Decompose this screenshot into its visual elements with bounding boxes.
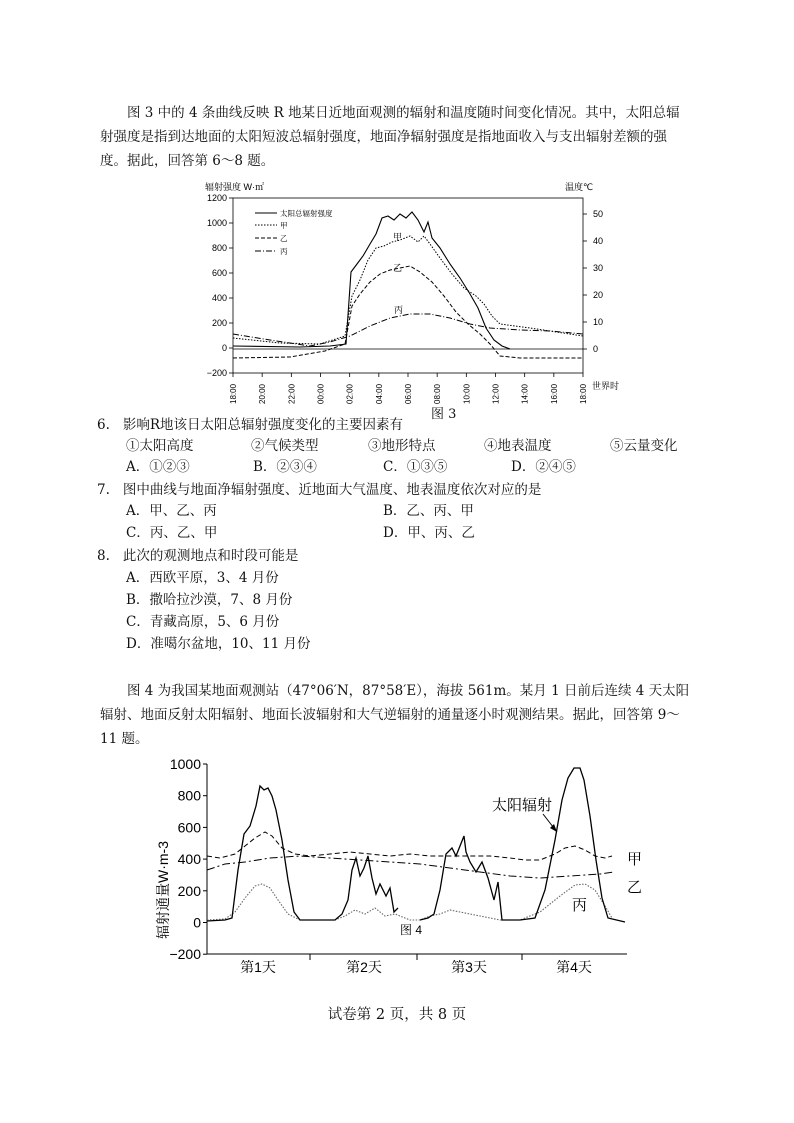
fig4-y-tick-label: 400 <box>177 851 201 868</box>
q8-option-d: D．准噶尔盆地，10、11 月份 <box>126 636 311 652</box>
fig4-annotation-jia: 甲 <box>627 851 643 868</box>
q6-option-d: D．②④⑤ <box>511 459 576 475</box>
q7-option-b: B．乙、丙、甲 <box>383 503 474 519</box>
fig3-x-unit: 世界时 <box>592 381 620 391</box>
fig3-curve-bing <box>233 314 583 346</box>
fig4-y-tick-label: −200 <box>169 946 201 963</box>
fig3-curve-yi <box>233 266 583 358</box>
fig3-y2-tick-label: 40 <box>593 236 604 246</box>
fig3-x-ticks <box>229 373 588 404</box>
fig4-y-tick-label: 600 <box>177 819 201 836</box>
fig3-legend-jia: 甲 <box>280 221 288 230</box>
q7-option-a: A．甲、乙、丙 <box>126 503 217 519</box>
fig4-x-label-day3: 第3天 <box>451 959 487 975</box>
q6-option-b: B．②③④ <box>253 459 317 475</box>
question-8-number: 8. <box>97 548 110 564</box>
fig4-y-tick-label: 0 <box>193 914 201 931</box>
page-footer: 试卷第 2 页，共 8 页 <box>327 1007 467 1023</box>
fig4-annotation-solar: 太阳辐射 <box>492 797 553 814</box>
fig3-x-tick-label: 10:00 <box>462 383 472 404</box>
fig3-y2-tick-label: 0 <box>593 344 599 354</box>
fig4-y-tick-label: 1000 <box>169 756 201 772</box>
fig3-x-tick-label: 08:00 <box>433 383 443 404</box>
fig4-x-label-day4: 第4天 <box>556 959 592 975</box>
fig4-y-axis-title: 辐射通量W·m-3 <box>155 841 171 939</box>
q6-option-c: C．①③⑤ <box>383 459 448 475</box>
fig3-legend <box>255 208 333 256</box>
fig3-y2-ticks <box>583 209 603 354</box>
fig3-right-axis-title: 温度℃ <box>565 182 594 192</box>
fig3-y-tick-label: 400 <box>211 293 227 303</box>
fig4-caption: 图 4 <box>400 923 423 937</box>
fig3-x-tick-label: 12:00 <box>491 383 501 404</box>
fig3-x-tick-label: 18:00 <box>579 383 588 404</box>
fig3-x-tick-label: 14:00 <box>520 383 530 404</box>
q8-option-c: C．青藏高原，5、6 月份 <box>126 614 280 630</box>
fig3-y2-tick-label: 30 <box>593 263 604 273</box>
question-6-text: 影响R地该日太阳总辐射强度变化的主要因素有 <box>122 417 404 433</box>
q6-choice-3: ③地形特点 <box>368 438 436 454</box>
fig3-label-yi: 乙 <box>393 263 403 273</box>
fig3-y-tick-label: −200 <box>206 368 227 378</box>
figure-3-caption: 图 3 <box>431 407 457 422</box>
fig4-y-tick-label: 200 <box>177 882 201 899</box>
q8-option-b: B．撒哈拉沙漠，7、8 月份 <box>126 592 293 608</box>
fig3-curve-solar <box>233 212 510 349</box>
fig4-annotation-bing: 丙 <box>572 897 588 914</box>
fig3-y-tick-label: 600 <box>211 268 227 278</box>
fig4-annotation-yi: 乙 <box>627 879 643 896</box>
q6-choice-5: ⑤云量变化 <box>610 438 678 454</box>
fig3-label-bing: 丙 <box>394 305 404 315</box>
fig3-left-axis-title: 辐射强度 W·㎡ <box>205 182 264 192</box>
fig3-x-tick-label: 20:00 <box>258 383 268 404</box>
fig3-y2-tick-label: 50 <box>593 209 604 219</box>
q6-choice-2: ②气候类型 <box>251 438 319 454</box>
question-6 <box>97 415 403 435</box>
fig4-x-label-day2: 第2天 <box>346 959 382 975</box>
fig3-y-ticks <box>207 193 233 378</box>
intro-paragraph-2: 图 4 为我国某地面观测站（47°06′N，87°58′E），海拔 561m。某月 1 日前后连续 4 天太阳辐射、地面反射太阳辐射、地面长波辐射和大气逆辐射的通量逐小时观测结果。据此，回答第 9～11 题。 <box>100 683 690 747</box>
intro-paragraph-1: 图 3 中的 4 条曲线反映 R 地某日近地面观测的辐射和温度随时间变化情况。其中，太阳总辐射强度是指到达地面的太阳短波总辐射强度，地面净辐射强度是指地面收入与支出辐射差额的强度。据此，回答第 6～8 题。 <box>100 105 680 169</box>
question-7-number: 7. <box>97 482 110 498</box>
fig3-x-tick-label: 00:00 <box>316 383 326 404</box>
q6-choice-1: ①太阳高度 <box>126 438 194 454</box>
question-8-text: 此次的观测地点和时段可能是 <box>122 548 299 564</box>
question-8 <box>97 546 298 566</box>
fig3-label-jia: 甲 <box>393 232 403 242</box>
fig3-x-tick-label: 02:00 <box>345 383 355 404</box>
figure-3-chart <box>0 176 794 416</box>
fig4-curve-solar-day3 <box>420 768 625 922</box>
fig3-y2-tick-label: 20 <box>593 290 604 300</box>
fig3-y-tick-label: 0 <box>221 343 227 353</box>
fig3-legend-bing: 丙 <box>280 247 288 256</box>
fig4-curve-bing <box>207 884 612 920</box>
q7-option-c: C．丙、乙、甲 <box>126 525 218 541</box>
q8-option-a: A．西欧平原，3、4 月份 <box>126 570 279 586</box>
fig3-y-tick-label: 1000 <box>206 218 227 228</box>
fig3-legend-yi: 乙 <box>280 234 288 243</box>
fig3-y2-tick-label: 10 <box>593 317 604 327</box>
fig3-x-tick-label: 04:00 <box>374 383 384 404</box>
q6-option-a: A．①②③ <box>126 459 190 475</box>
q7-option-d: D．甲、丙、乙 <box>383 525 475 541</box>
fig4-y-tick-label: 800 <box>177 787 201 804</box>
fig3-x-tick-label: 22:00 <box>287 383 297 404</box>
q6-choice-4: ④地表温度 <box>484 438 552 454</box>
figure-4-chart <box>0 750 794 980</box>
fig4-x-label-day1: 第1天 <box>240 959 276 975</box>
question-7 <box>97 480 541 500</box>
fig3-y-tick-label: 200 <box>211 318 227 328</box>
fig3-x-tick-label: 18:00 <box>229 383 238 404</box>
question-6-number: 6. <box>97 417 110 433</box>
question-7-text: 图中曲线与地面净辐射强度、近地面大气温度、地表温度依次对应的是 <box>122 482 542 498</box>
fig3-x-tick-label: 06:00 <box>404 383 413 404</box>
fig3-y-tick-label: 800 <box>211 243 227 253</box>
fig4-y-ticks <box>169 756 207 962</box>
fig4-curve-yi <box>207 856 614 878</box>
fig3-legend-solar: 太阳总辐射强度 <box>280 209 333 218</box>
fig3-y-tick-label: 1200 <box>206 193 227 203</box>
fig3-x-tick-label: 16:00 <box>549 383 559 404</box>
